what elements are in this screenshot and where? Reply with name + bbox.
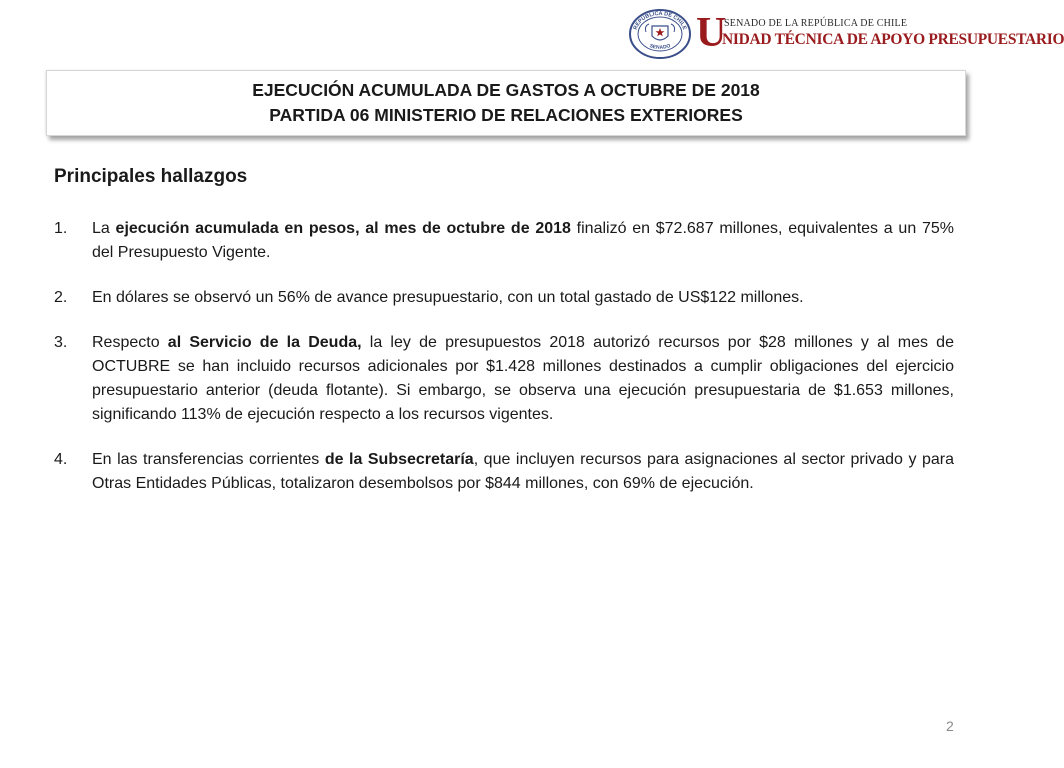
finding-bold-segment: al Servicio de la Deuda,	[167, 334, 362, 351]
finding-item	[54, 217, 954, 265]
finding-segment: finalizó en $72.687 millones, equivalentes a un 75% del Presupuesto Vigente.	[92, 220, 954, 261]
finding-number: 1.	[54, 220, 68, 237]
finding-segment: La	[92, 220, 116, 237]
logo-initial: U	[696, 10, 727, 56]
finding-text	[92, 217, 954, 265]
senate-seal-icon	[628, 8, 692, 60]
senate-logo	[628, 8, 1064, 60]
findings-list	[54, 217, 954, 517]
finding-segment: , que incluyen recursos para asignaciones al sector privado y para Otras Entidades Públicas, totalizaron desembolsos por $844 millones, con 69% de ejecución.	[92, 451, 955, 492]
finding-item	[54, 331, 954, 427]
finding-text	[92, 286, 954, 310]
finding-bold-segment: de la Subsecretaría	[324, 451, 474, 468]
finding-text	[92, 331, 954, 427]
finding-segment: Respecto	[92, 334, 168, 351]
section-heading: Principales hallazgos	[54, 166, 248, 187]
finding-item	[54, 448, 954, 496]
finding-bold-segment: ejecución acumulada en pesos, al mes de octubre de 2018	[115, 220, 571, 237]
title-line-2: PARTIDA 06 MINISTERIO DE RELACIONES EXTERIORES	[269, 105, 743, 125]
finding-text	[92, 448, 954, 496]
finding-number: 2.	[54, 289, 68, 306]
logo-senate-text: SENADO DE LA REPÚBLICA DE CHILE	[724, 18, 908, 29]
seal-bottom-text: SENADO	[648, 43, 672, 51]
title-line-1: EJECUCIÓN ACUMULADA DE GASTOS A OCTUBRE DE 2018	[252, 80, 760, 100]
finding-number: 3.	[54, 334, 68, 351]
finding-number: 4.	[54, 451, 68, 468]
finding-segment: la ley de presupuestos 2018 autorizó recursos por $28 millones y al mes de OCTUBRE se han incluido recursos adicionales por $1.428 millones destinados a cumplir obligaciones del ejercicio presupuestario anterior (deuda flotante). Si embargo, se observa una ejecución presupuestaria de $1.653 millones, significando 113% de ejecución respecto a los recursos vigentes.	[92, 334, 954, 423]
seal-top-text: REPÚBLICA DE CHILE	[632, 10, 688, 31]
finding-segment: En las transferencias corrientes	[92, 451, 325, 468]
finding-item	[54, 286, 954, 310]
svg-text:REPÚBLICA DE CHILE	[633, 11, 688, 31]
finding-segment: En dólares se observó un 56% de avance presupuestario, con un total gastado de US$122 millones.	[92, 289, 804, 306]
logo-unit-text: NIDAD TÉCNICA DE APOYO PRESUPUESTARIO	[722, 31, 1064, 48]
title-box	[46, 70, 966, 136]
page-number: 2	[946, 718, 954, 734]
